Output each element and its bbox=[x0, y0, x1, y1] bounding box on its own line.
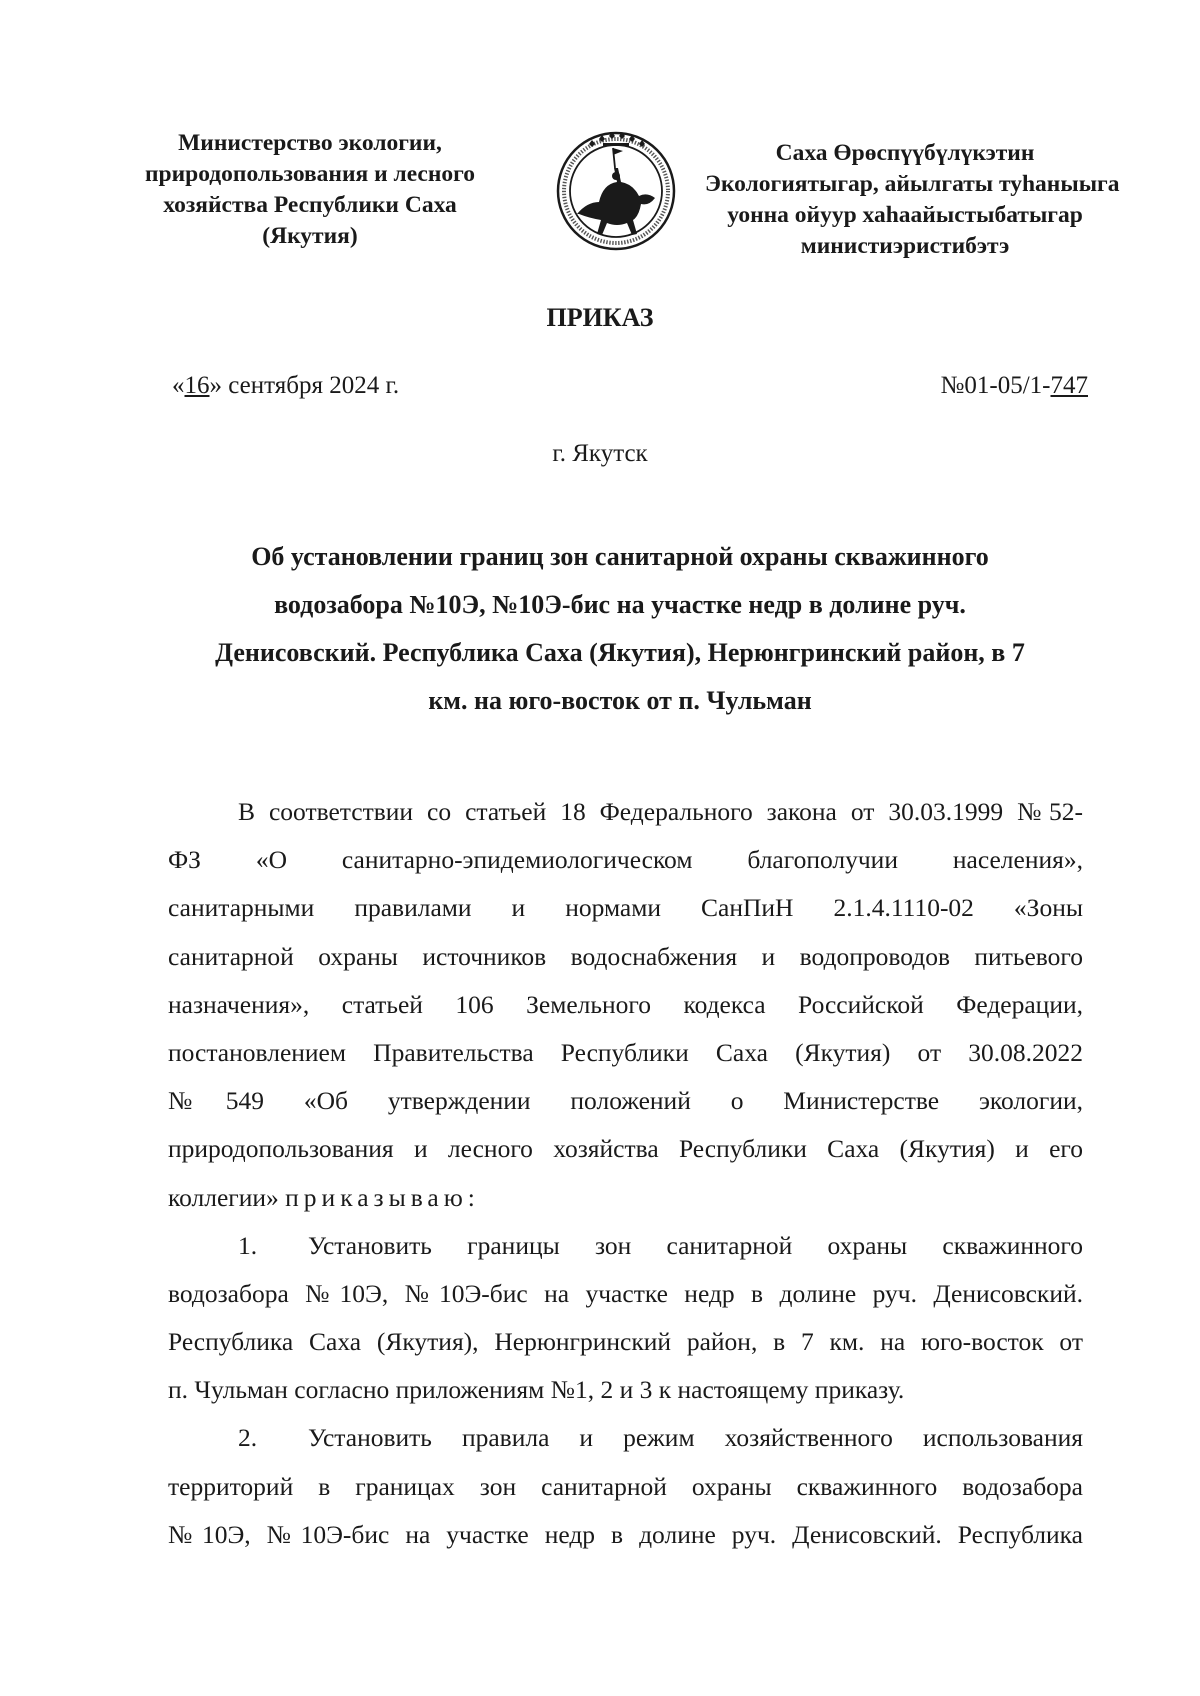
item-2-first-line bbox=[168, 1414, 1083, 1462]
preamble-line: №549 «Об утверждении положений о Министерстве экологии, bbox=[168, 1086, 1083, 1116]
header-left-line: Министерство экологии, bbox=[178, 130, 442, 156]
header-right-line: Экологиятыгар, айылгаты туһаныыга bbox=[705, 171, 1120, 197]
item-1-text: Установить границы зон санитарной охраны скважинного bbox=[308, 1230, 1083, 1260]
coat-of-arms-emblem bbox=[555, 130, 677, 252]
date-day: 16 bbox=[184, 372, 210, 399]
header-left-line: хозяйства Республики Саха bbox=[163, 192, 457, 218]
item-2-line: №10Э, №10Э-бис на участке недр в долине руч. Денисовский. Республика bbox=[168, 1519, 1083, 1549]
preamble-line: ФЗ «О санитарно-эпидемиологическом благополучии населения», bbox=[168, 845, 1083, 875]
order-subject bbox=[160, 533, 1080, 725]
date-prefix: « bbox=[172, 372, 185, 399]
order-number bbox=[941, 372, 1088, 400]
date-rest: » сентября 2024 г. bbox=[209, 372, 400, 399]
preamble-last-line bbox=[168, 1174, 1083, 1222]
item-1-first-line bbox=[168, 1222, 1083, 1270]
preamble-line: санитарными правилами и нормами СанПиН 2.1.4.1110-02 «Зоны bbox=[168, 893, 1083, 923]
header-right-line: министиэристибэтэ bbox=[800, 233, 1010, 259]
item-2-number: 2. bbox=[238, 1423, 258, 1453]
ministry-name-russian bbox=[110, 128, 510, 252]
subject-line: Денисовский. Республика Саха (Якутия), Нерюнгринский район, в 7 bbox=[215, 638, 1025, 667]
header-right-line: уонна ойуур хаһаайыстыбатыгар bbox=[727, 202, 1083, 228]
header-left-line: природопользования и лесного bbox=[145, 161, 475, 187]
preamble-line: санитарной охраны источников водоснабжения и водопроводов питьевого bbox=[168, 941, 1083, 971]
issue-city: г. Якутск bbox=[552, 440, 648, 467]
preamble-line: В соответствии со статьей 18 Федерального закона от 30.03.1999 №52- bbox=[238, 797, 1083, 826]
number-value: 747 bbox=[1050, 372, 1088, 399]
item-1-line: водозабора №10Э, №10Э-бис на участке недр в долине руч. Денисовский. bbox=[168, 1278, 1083, 1308]
item-2-line: территорий в границах зон санитарной охраны скважинного водозабора bbox=[168, 1471, 1083, 1501]
command-word: приказываю: bbox=[285, 1182, 480, 1212]
subject-line: водозабора №10Э, №10Э-бис на участке недр в долине руч. bbox=[274, 590, 966, 619]
header-right-line: Саха Өрөспүүбүлүкэтин bbox=[775, 140, 1035, 166]
preamble-line: природопользования и лесного хозяйства Республики Саха (Якутия) и его bbox=[168, 1134, 1083, 1164]
preamble-line: назначения», статьей 106 Земельного кодекса Российской Федерации, bbox=[168, 989, 1083, 1019]
subject-line: Об установлении границ зон санитарной охраны скважинного bbox=[251, 542, 989, 571]
item-1-line: Республика Саха (Якутия), Нерюнгринский район, в 7 км. на юго-восток от bbox=[168, 1327, 1083, 1357]
ministry-name-yakut bbox=[705, 138, 1120, 262]
preamble-line: постановлением Правительства Республики Саха (Якутия) от 30.08.2022 bbox=[168, 1037, 1083, 1067]
header-left-line: (Якутия) bbox=[262, 223, 358, 249]
item-1-last-line: п. Чульман согласно приложениям №1, 2 и 3 к настоящему приказу. bbox=[168, 1375, 905, 1405]
number-prefix: №01-05/1- bbox=[940, 372, 1051, 399]
subject-line: км. на юго-восток от п. Чульман bbox=[428, 686, 812, 715]
item-1-number: 1. bbox=[238, 1230, 258, 1260]
item-2-text: Установить правила и режим хозяйственного использования bbox=[308, 1423, 1083, 1453]
order-body bbox=[168, 788, 1083, 1559]
preamble-last-text: коллегии» bbox=[168, 1182, 279, 1212]
document-type-title: ПРИКАЗ bbox=[546, 303, 654, 332]
order-date bbox=[172, 372, 399, 400]
